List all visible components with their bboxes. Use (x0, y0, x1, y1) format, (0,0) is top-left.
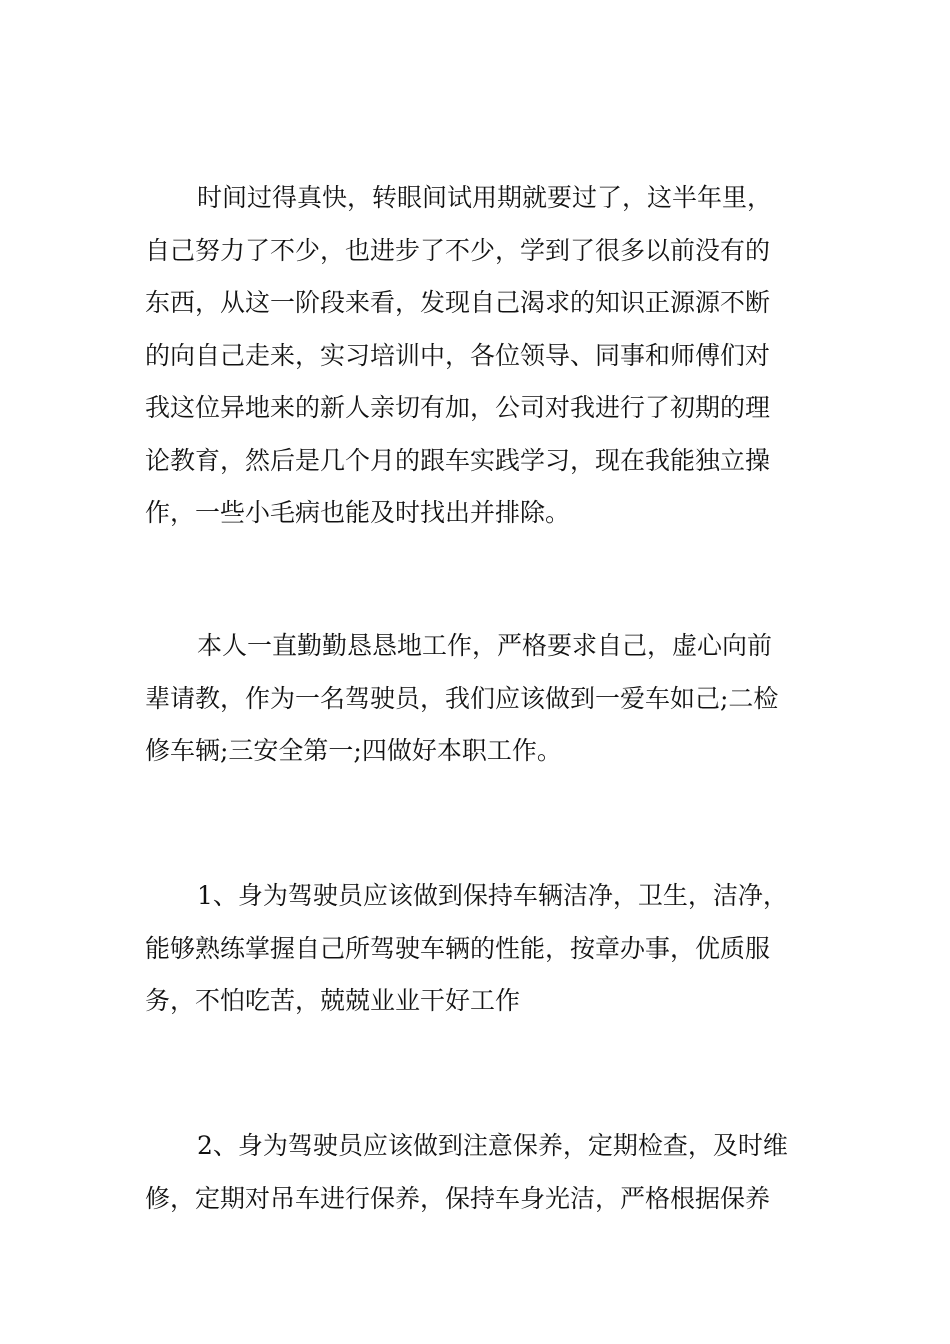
text-line: 修车辆;三安全第一;四做好本职工作。 (145, 736, 562, 765)
text-line: 能够熟练掌握自己所驾驶车辆的性能，按章办事，优质服 (145, 933, 771, 963)
text-line: 修，定期对吊车进行保养，保持车身光洁，严格根据保养 (145, 1183, 771, 1213)
paragraph-work-attitude (145, 620, 778, 778)
text-line: 论教育，然后是几个月的跟车实践学习，现在我能独立操 (145, 445, 771, 475)
text-line: 本人一直勤勤恳恳地工作，严格要求自己，虚心向前 (197, 631, 773, 660)
text-line: 我这位异地来的新人亲切有加，公司对我进行了初期的理 (145, 393, 771, 422)
text-line: 2、身为驾驶员应该做到注意保养，定期检查，及时维 (197, 1131, 788, 1160)
paragraph-probation-summary (145, 172, 772, 540)
text-line: 自己努力了不少，也进步了不少，学到了很多以前没有的 (145, 235, 771, 265)
text-line: 时间过得真快，转眼间试用期就要过了，这半年里， (197, 183, 773, 212)
paragraph-item-1 (145, 870, 788, 1028)
text-line: 辈请教，作为一名驾驶员，我们应该做到一爱车如己;二检 (145, 683, 779, 713)
paragraph-item-2 (145, 1120, 788, 1225)
text-line: 作，一些小毛病也能及时找出并排除。 (145, 498, 571, 527)
text-line: 1、身为驾驶员应该做到保持车辆洁净，卫生，洁净， (197, 881, 788, 910)
text-line: 的向自己走来，实习培训中，各位领导、同事和师傅们对 (145, 340, 771, 370)
text-line: 东西，从这一阶段来看，发现自己渴求的知识正源源不断 (145, 288, 771, 317)
text-line: 务，不怕吃苦，兢兢业业干好工作 (145, 986, 521, 1015)
